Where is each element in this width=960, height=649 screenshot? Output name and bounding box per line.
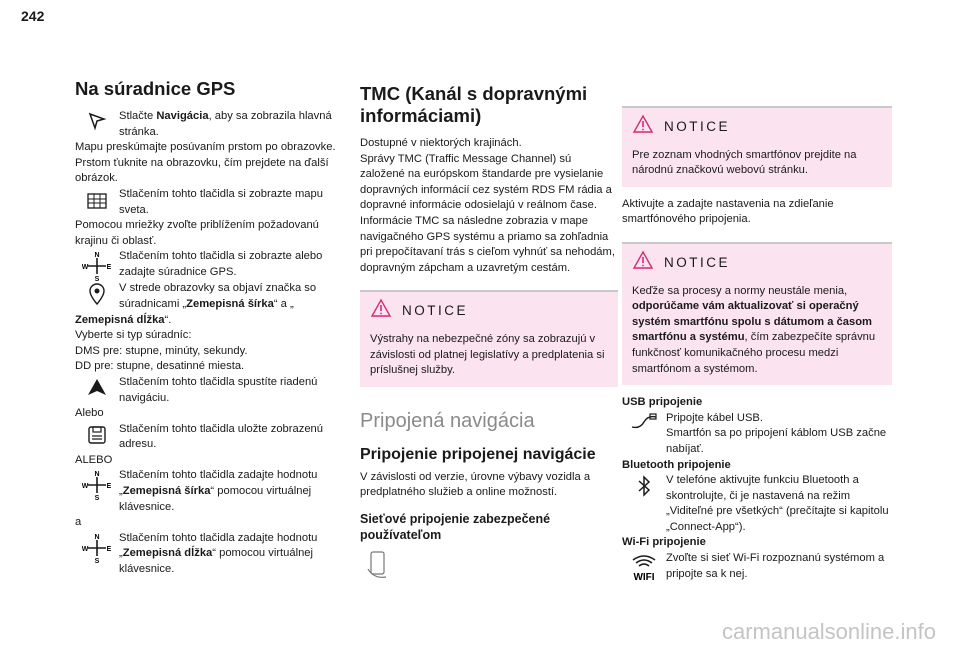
usb-cable-icon [622,411,666,431]
paragraph: V závislosti od verzie, úrovne výbavy vozidla a predplatného služieb a online možností. [360,470,591,499]
compass-coordinates-icon [75,531,119,563]
list-item [75,468,343,515]
paragraph: Vyberte si typ súradníc: [75,329,192,342]
list-item-text: Stlačte [119,110,157,122]
compass-s-label: S [94,495,100,501]
watermark: carmanualsonline.info [721,619,936,644]
list-item [622,473,892,535]
list-item-text: “ pomocou virtuálnej klávesnice. [119,485,312,513]
list-item-text: V strede obrazovky sa objaví značka so súradnicami „ [119,282,317,310]
paragraph: Prstom ťuknite na obrazovku, čím prejdete na ďalší obrázok. [75,156,329,185]
notice-text: , čím zabezpečíte správnu funkčnosť komunikačného procesu medzi smartfónom a systémom. [632,331,876,375]
wifi-icon [622,551,666,581]
compass-s-label: S [94,557,100,563]
usb-title: USB pripojenie [622,396,703,409]
notice-title: NOTICE [664,119,731,134]
list-item-bold: Zemepisná dĺžka [75,313,165,326]
warning-triangle-icon [370,298,392,324]
list-item [75,187,343,218]
location-pin-icon [75,281,119,305]
warning-triangle-icon [632,250,654,276]
paragraph: DMS pre: stupne, minúty, sekundy. [75,344,248,357]
list-item-text: , aby sa zobrazila hlavná stránka. [119,110,332,138]
bluetooth-icon [622,473,666,497]
list-item-text: Stlačením tohto tlačidla si zobrazte mapu sveta. [119,187,323,216]
world-map-icon [75,187,119,213]
paragraph: Dostupné v niektorých krajinách. [360,137,522,149]
list-item-bold: Zemepisná šírka [186,297,274,310]
list-item-text: Stlačením tohto tlačidla si zobrazte alebo zadajte súradnice GPS. [119,250,323,278]
compass-coordinates-icon [75,468,119,500]
notice-title: NOTICE [402,303,469,319]
list-item-text: Stlačením tohto tlačidla uložte zobrazenú adresu. [119,422,323,451]
notice-box [622,106,892,187]
paragraph: Alebo [75,407,104,420]
list-item-text: “ a „ [273,297,294,310]
page-number: 242 [21,8,45,24]
smartphone-icon [360,549,618,587]
compass-w-label: W [82,264,89,272]
navigation-start-icon [75,375,119,397]
wifi-text: Zvoľte si sieť Wi-Fi rozpoznanú systémom a pripojte sa k nej. [666,552,885,580]
list-item [75,281,343,312]
compass-e-label: E [106,483,112,491]
notice-text: Keďže sa procesy a normy neustále menia, [632,284,848,297]
section-title-gps: Na súradnice GPS [75,78,236,99]
paragraph: Mapu preskúmajte posúvaním prstom po obrazovke. [75,141,336,154]
bluetooth-title: Bluetooth pripojenie [622,458,731,471]
compass-n-label: N [94,252,100,260]
usb-text-2: Smartfón sa po pripojení káblom USB začne nabíjať. [666,427,887,455]
paragraph: Aktivujte a zadajte nastavenia na zdieľanie smartfónového pripojenia. [622,197,834,226]
list-item [75,422,343,453]
compass-n-label: N [94,471,100,479]
compass-n-label: N [94,533,100,541]
save-address-icon [75,422,119,446]
section-title-tmc: TMC (Kanál s dopravnými informáciami) [360,83,588,126]
notice-title: NOTICE [664,254,731,270]
compass-e-label: E [106,545,112,553]
paragraph: a [75,516,82,529]
list-item-bold: Navigácia [156,110,209,122]
notice-box [622,242,892,385]
column-gps [75,78,343,578]
compass-e-label: E [106,264,112,272]
compass-w-label: W [82,545,89,553]
subsection-title: Pripojenie pripojenej navigácie [360,445,596,463]
list-item-text: Stlačením tohto tlačidla zadajte hodnotu „ [119,469,318,498]
column-connection [622,78,892,582]
list-item [622,551,892,582]
bluetooth-text: V telefóne aktivujte funkciu Bluetooth a skontrolujte, či je nastavená na režim „Viditeľné pre všetkých“ (prečítajte si kapitolu „Connect-App“). [666,474,889,533]
navigation-arrow-icon [75,109,119,131]
wifi-label: WIFI [633,572,655,582]
notice-text: Pre zoznam vhodných smartfónov prejdite na národnú značkovú webovú stránku. [632,148,857,177]
warning-triangle-icon [632,114,654,140]
list-item-bold: Zemepisná šírka [122,485,211,498]
list-item [75,109,343,140]
list-item [75,249,343,281]
list-item-text: Stlačením tohto tlačidla zadajte hodnotu „ [119,531,318,560]
list-item [75,375,343,406]
compass-s-label: S [94,276,100,282]
compass-w-label: W [82,483,89,491]
paragraph: DD pre: stupne, desatinné miesta. [75,360,245,373]
notice-text-bold: odporúčame vám aktualizovať si operačný systém smartfónu spolu s dátumom a časom smartfónu a systému [632,300,872,344]
list-item-text: “. [164,313,172,326]
compass-coordinates-icon [75,249,119,281]
paragraph: Správy TMC (Traffic Message Channel) sú založené na európskom štandarde pre vysielanie dopravných informácií cez systém RDS FM rádia a dopravné informácie odosielajú v reálnom čase. [360,152,612,212]
list-item-text: “ pomocou virtuálnej klávesnice. [119,547,314,576]
notice-text: Výstrahy na nebezpečné zóny sa zobrazujú v závislosti od platnej legislatívy a predplatenia si príslušnej služby. [370,332,605,377]
list-item [622,411,892,458]
list-item-bold: Zemepisná dĺžka [122,547,213,560]
section-title-connected: Pripojená navigácia [360,409,535,432]
column-tmc [360,78,618,587]
paragraph: ALEBO [75,453,113,466]
list-item [75,531,343,578]
wifi-title: Wi-Fi pripojenie [622,536,706,549]
notice-box [360,290,618,386]
list-item-text: Stlačením tohto tlačidla spustíte riadenú navigáciu. [119,375,318,404]
paragraph: Pomocou mriežky zvoľte priblížením požadovanú krajinu či oblasť. [75,219,319,247]
paragraph: Informácie TMC sa následne zobrazia v mape navigačného GPS systému a priamo sa zohľadnia pri prepočítavaní trás s cieľom vyhnúť sa nehodám, dopravným zápcham a uzavretým cestám. [360,214,615,274]
network-connection-title: Sieťové pripojenie zabezpečené používateľom [360,511,551,542]
usb-text: Pripojte kábel USB. [666,411,764,424]
